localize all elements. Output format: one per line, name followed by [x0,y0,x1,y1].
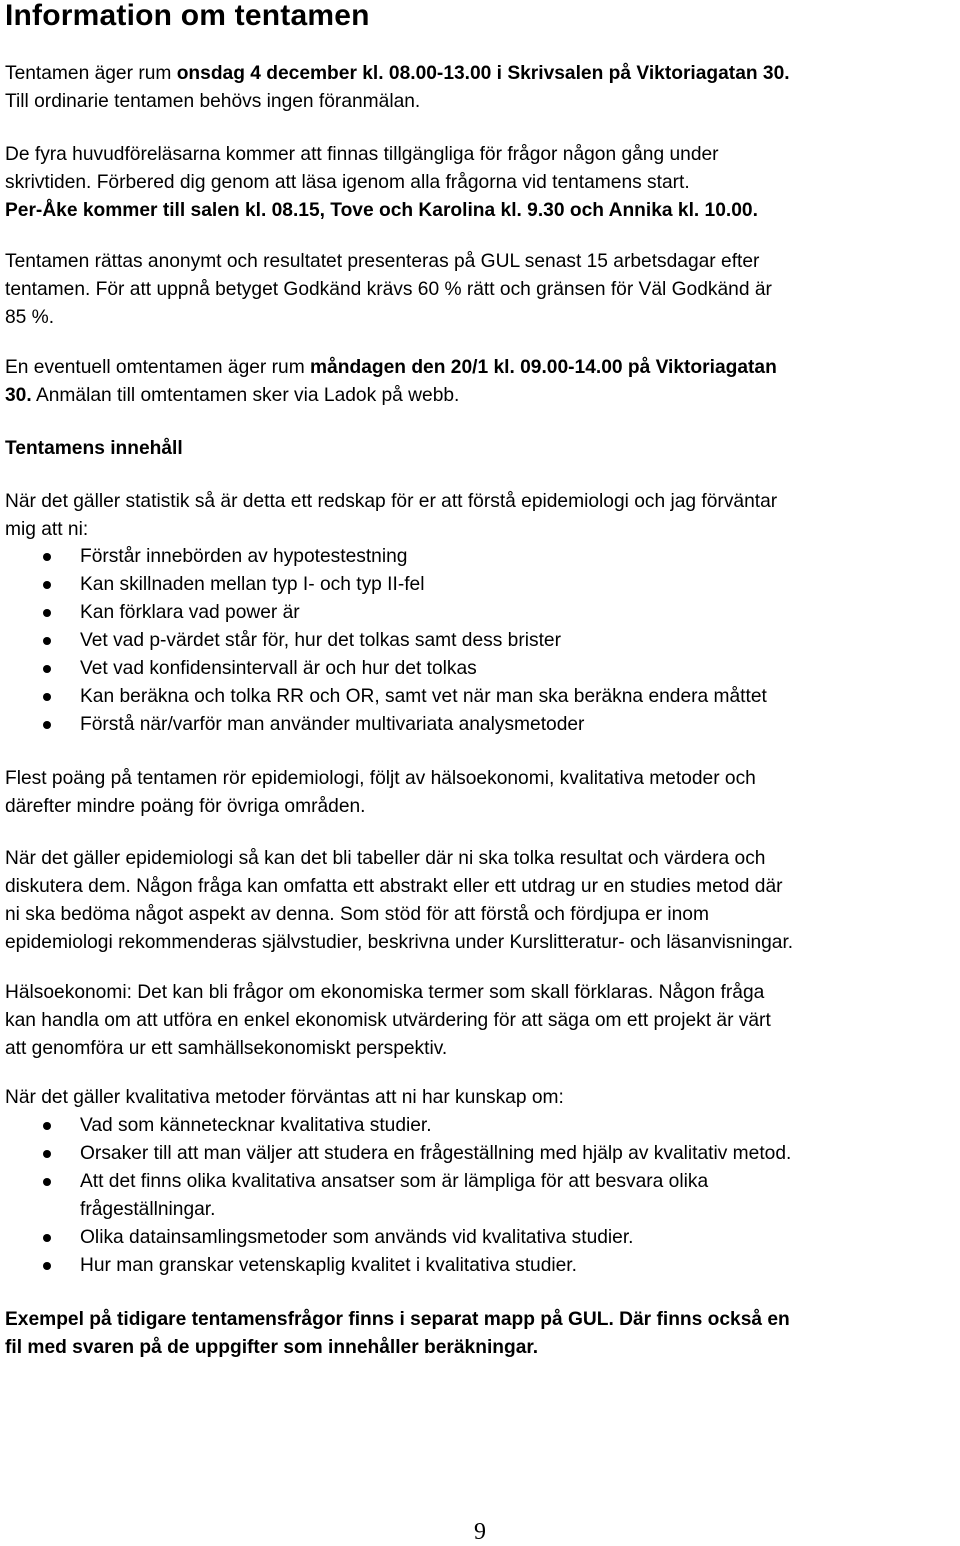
grading-paragraph [5,248,955,332]
bullet-icon [43,1122,51,1130]
exam-info-paragraph [5,60,955,116]
list-item: Orsaker till att man väljer att studera en frågeställning med hjälp av kvalitativ metod. [5,1140,955,1168]
bullet-icon [43,665,51,673]
list-item: Hur man granskar vetenskaplig kvalitet i kvalitativa studier. [5,1252,955,1280]
grading-line-3: 85 %. [5,307,55,328]
exam-intro-text: Tentamen äger rum [5,63,177,84]
examples-line-2: fil med svaren på de uppgifter som innehåller beräkningar. [5,1337,539,1358]
retake-address-number: 30. [5,385,32,406]
lecturers-line-1: De fyra huvudföreläsarna kommer att finnas tillgängliga för frågor någon gång under [5,144,719,165]
list-item: Kan förklara vad power är [5,599,955,627]
retake-intro: En eventuell omtentamen äger rum [5,357,311,378]
page-number: 9 [474,1519,486,1545]
bullet-icon [43,609,51,617]
epidemiology-line-3: ni ska bedöma något aspekt av denna. Som stöd för att förstå och fördjupa er inom [5,904,709,925]
exam-registration-text: Till ordinarie tentamen behövs ingen föranmälan. [5,91,421,112]
list-item: Vad som kännetecknar kvalitativa studier. [5,1112,955,1140]
qualitative-intro [5,1084,955,1112]
qualitative-intro-text: När det gäller kvalitativa metoder förväntas att ni har kunskap om: [5,1087,564,1108]
list-item: Olika datainsamlingsmetoder som används vid kvalitativa studier. [5,1224,955,1252]
bullet-icon [43,553,51,561]
grading-line-2: tentamen. För att uppnå betyget Godkänd krävs 60 % rätt och gränsen för Väl Godkänd är [5,279,772,300]
bullet-icon [43,581,51,589]
points-paragraph [5,765,955,821]
grading-line-1: Tentamen rättas anonymt och resultatet presenteras på GUL senast 15 arbetsdagar efter [5,251,760,272]
examples-paragraph [5,1306,955,1362]
list-item: Vet vad p-värdet står för, hur det tolkas samt dess brister [5,627,955,655]
list-item: Kan beräkna och tolka RR och OR, samt vet när man ska beräkna endera måttet [5,683,955,711]
lecturers-line-2: skrivtiden. Förbered dig genom att läsa igenom alla frågorna vid tentamens start. [5,172,690,193]
list-item: Kan skillnaden mellan typ I- och typ II-fel [5,571,955,599]
list-item: Att det finns olika kvalitativa ansatser som är lämpliga för att besvara olika frågeställningar. [5,1168,955,1224]
bullet-icon [43,1262,51,1270]
list-item-continuation: frågeställningar. [80,1199,216,1220]
qualitative-list [5,1112,955,1280]
list-item: Förstår innebörden av hypotestestning [5,543,955,571]
statistics-line-2: mig att ni: [5,519,89,540]
bullet-icon [43,693,51,701]
examples-line-1: Exempel på tidigare tentamensfrågor finns i separat mapp på GUL. Där finns också en [5,1309,790,1330]
exam-date-time: onsdag 4 december kl. 08.00-13.00 i Skrivsalen på Viktoriagatan 30. [176,63,790,84]
bullet-icon [43,637,51,645]
list-item: Vet vad konfidensintervall är och hur det tolkas [5,655,955,683]
list-item: Förstå när/varför man använder multivariata analysmetoder [5,711,955,739]
health-economics-line-2: kan handla om att utföra en enkel ekonomisk utvärdering för att säga om ett projekt är värt [5,1010,771,1031]
lecturers-paragraph [5,141,955,225]
bullet-icon [43,1150,51,1158]
epidemiology-line-4: epidemiologi rekommenderas självstudier, beskrivna under Kurslitteratur- och läsanvisningar. [5,932,794,953]
points-line-1: Flest poäng på tentamen rör epidemiologi, följt av hälsoekonomi, kvalitativa metoder och [5,768,756,789]
epidemiology-line-1: När det gäller epidemiologi så kan det bli tabeller där ni ska tolka resultat och värdera och [5,848,766,869]
bullet-icon [43,1234,51,1242]
page-title: Information om tentamen [5,0,370,32]
statistics-paragraph [5,488,955,544]
retake-paragraph [5,354,955,410]
retake-date: måndagen den 20/1 kl. 09.00-14.00 på Viktoriagatan [310,357,777,378]
bullet-icon [43,721,51,729]
health-economics-paragraph [5,979,955,1063]
content-heading-text: Tentamens innehåll [5,438,183,459]
points-line-2: därefter mindre poäng för övriga områden. [5,796,366,817]
health-economics-line-1: Hälsoekonomi: Det kan bli frågor om ekonomiska termer som skall förklaras. Någon fråga [5,982,765,1003]
retake-registration: Anmälan till omtentamen sker via Ladok på webb. [31,385,460,406]
epidemiology-paragraph [5,845,955,957]
epidemiology-line-2: diskutera dem. Någon fråga kan omfatta ett abstrakt eller ett utdrag ur en studies metod där [5,876,783,897]
health-economics-line-3: att genomföra ur ett samhällsekonomiskt perspektiv. [5,1038,448,1059]
bullet-icon [43,1178,51,1186]
lecturers-schedule: Per-Åke kommer till salen kl. 08.15, Tove och Karolina kl. 9.30 och Annika kl. 10.00. [5,200,758,221]
statistics-list [5,543,955,739]
statistics-line-1: När det gäller statistik så är detta ett redskap för er att förstå epidemiologi och jag förväntar [5,491,778,512]
content-heading [5,435,955,463]
